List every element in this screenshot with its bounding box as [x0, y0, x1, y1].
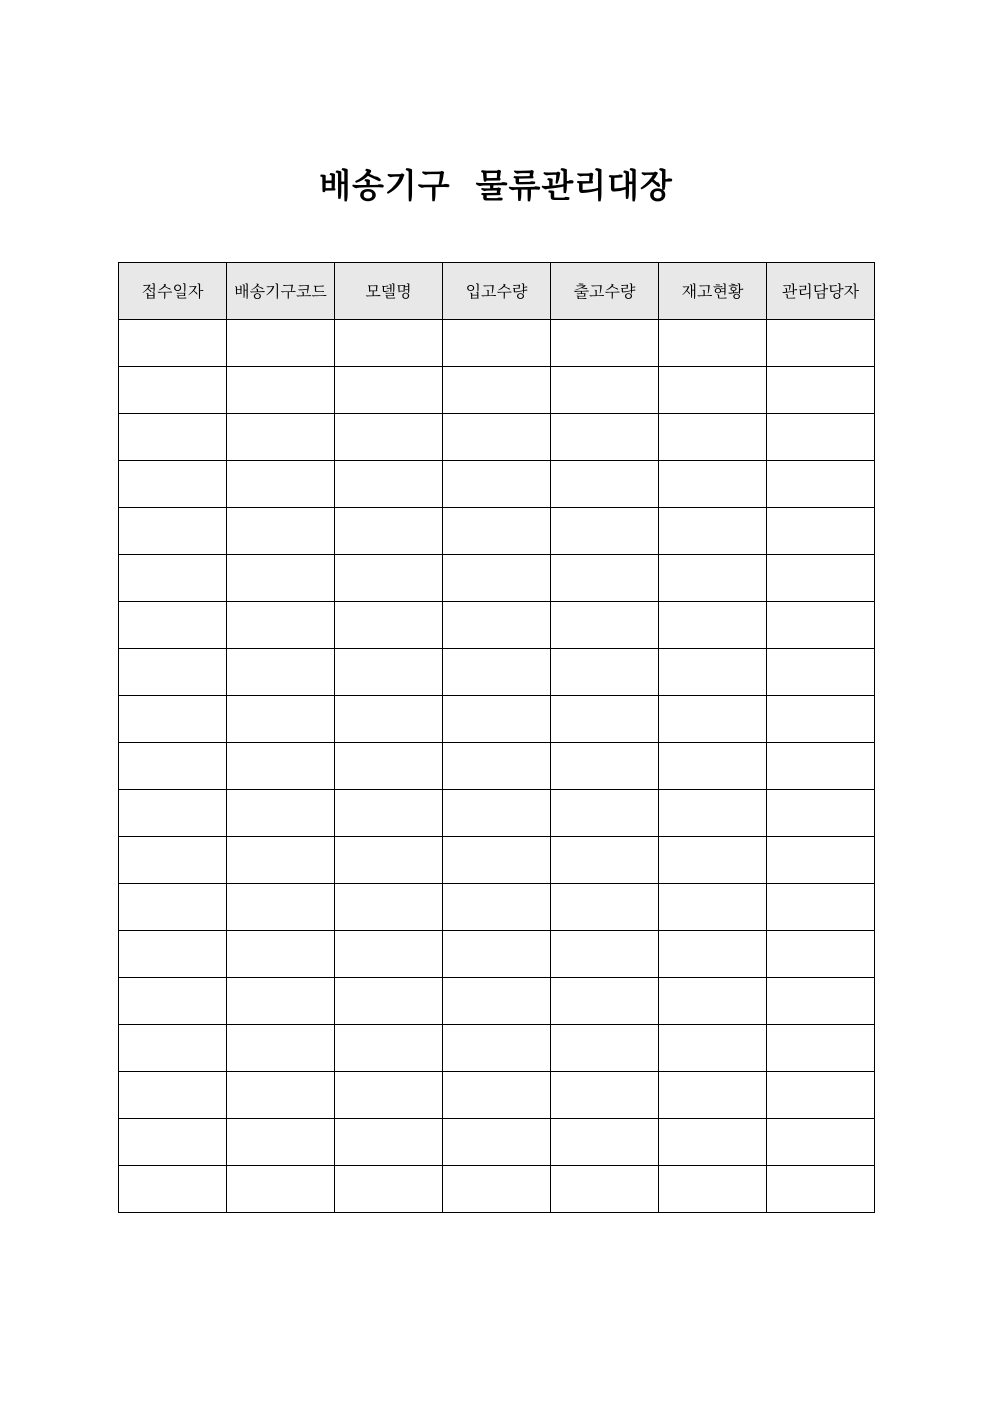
cell-inbound-quantity[interactable]: [443, 1119, 551, 1166]
cell-inbound-quantity[interactable]: [443, 884, 551, 931]
cell-outbound-quantity[interactable]: [551, 743, 659, 790]
cell-model-name[interactable]: [335, 649, 443, 696]
cell-stock-status[interactable]: [659, 602, 767, 649]
cell-manager[interactable]: [767, 414, 875, 461]
cell-inbound-quantity[interactable]: [443, 367, 551, 414]
table-row: [119, 1072, 875, 1119]
cell-manager[interactable]: [767, 1119, 875, 1166]
cell-outbound-quantity[interactable]: [551, 1119, 659, 1166]
cell-receipt-date[interactable]: [119, 743, 227, 790]
cell-manager[interactable]: [767, 837, 875, 884]
cell-receipt-date[interactable]: [119, 837, 227, 884]
cell-inbound-quantity[interactable]: [443, 743, 551, 790]
cell-manager[interactable]: [767, 320, 875, 367]
cell-delivery-tool-code[interactable]: [227, 602, 335, 649]
cell-inbound-quantity[interactable]: [443, 649, 551, 696]
cell-outbound-quantity[interactable]: [551, 884, 659, 931]
cell-receipt-date[interactable]: [119, 1119, 227, 1166]
cell-stock-status[interactable]: [659, 837, 767, 884]
table-row: [119, 837, 875, 884]
cell-outbound-quantity[interactable]: [551, 931, 659, 978]
cell-delivery-tool-code[interactable]: [227, 931, 335, 978]
cell-stock-status[interactable]: [659, 1166, 767, 1213]
cell-manager[interactable]: [767, 884, 875, 931]
cell-delivery-tool-code[interactable]: [227, 649, 335, 696]
cell-delivery-tool-code[interactable]: [227, 790, 335, 837]
cell-receipt-date[interactable]: [119, 555, 227, 602]
cell-delivery-tool-code[interactable]: [227, 367, 335, 414]
cell-outbound-quantity[interactable]: [551, 602, 659, 649]
cell-model-name[interactable]: [335, 743, 443, 790]
cell-stock-status[interactable]: [659, 649, 767, 696]
cell-outbound-quantity[interactable]: [551, 320, 659, 367]
cell-stock-status[interactable]: [659, 1119, 767, 1166]
cell-outbound-quantity[interactable]: [551, 649, 659, 696]
cell-manager[interactable]: [767, 461, 875, 508]
cell-model-name[interactable]: [335, 978, 443, 1025]
cell-manager[interactable]: [767, 1025, 875, 1072]
cell-delivery-tool-code[interactable]: [227, 461, 335, 508]
cell-model-name[interactable]: [335, 555, 443, 602]
table-row: [119, 743, 875, 790]
cell-delivery-tool-code[interactable]: [227, 1119, 335, 1166]
cell-inbound-quantity[interactable]: [443, 696, 551, 743]
cell-delivery-tool-code[interactable]: [227, 884, 335, 931]
column-header-model-name: 모델명: [335, 263, 443, 320]
ledger-table-body: [119, 320, 875, 1213]
cell-model-name[interactable]: [335, 696, 443, 743]
cell-model-name[interactable]: [335, 931, 443, 978]
cell-manager[interactable]: [767, 978, 875, 1025]
cell-stock-status[interactable]: [659, 884, 767, 931]
cell-outbound-quantity[interactable]: [551, 367, 659, 414]
ledger-table: [118, 262, 875, 1213]
ledger-table-header: [119, 263, 875, 320]
cell-model-name[interactable]: [335, 508, 443, 555]
cell-model-name[interactable]: [335, 367, 443, 414]
cell-receipt-date[interactable]: [119, 1025, 227, 1072]
cell-delivery-tool-code[interactable]: [227, 555, 335, 602]
document-title: 배송기구 물류관리대장: [319, 166, 673, 205]
cell-receipt-date[interactable]: [119, 414, 227, 461]
table-row: [119, 1025, 875, 1072]
cell-delivery-tool-code[interactable]: [227, 508, 335, 555]
table-row: [119, 884, 875, 931]
table-row: [119, 602, 875, 649]
column-header-stock-status: 재고현황: [659, 263, 767, 320]
table-row: [119, 555, 875, 602]
cell-outbound-quantity[interactable]: [551, 837, 659, 884]
header-row: [119, 263, 875, 320]
cell-manager[interactable]: [767, 1072, 875, 1119]
cell-inbound-quantity[interactable]: [443, 978, 551, 1025]
cell-outbound-quantity[interactable]: [551, 790, 659, 837]
cell-model-name[interactable]: [335, 1072, 443, 1119]
table-row: [119, 1166, 875, 1213]
cell-manager[interactable]: [767, 649, 875, 696]
cell-delivery-tool-code[interactable]: [227, 414, 335, 461]
cell-delivery-tool-code[interactable]: [227, 1072, 335, 1119]
cell-stock-status[interactable]: [659, 508, 767, 555]
cell-manager[interactable]: [767, 602, 875, 649]
table-row: [119, 320, 875, 367]
cell-receipt-date[interactable]: [119, 461, 227, 508]
cell-receipt-date[interactable]: [119, 367, 227, 414]
cell-inbound-quantity[interactable]: [443, 602, 551, 649]
cell-manager[interactable]: [767, 1166, 875, 1213]
cell-stock-status[interactable]: [659, 414, 767, 461]
column-header-receipt-date: 접수일자: [119, 263, 227, 320]
cell-inbound-quantity[interactable]: [443, 461, 551, 508]
cell-delivery-tool-code[interactable]: [227, 837, 335, 884]
cell-outbound-quantity[interactable]: [551, 978, 659, 1025]
cell-manager[interactable]: [767, 696, 875, 743]
cell-model-name[interactable]: [335, 414, 443, 461]
cell-model-name[interactable]: [335, 837, 443, 884]
table-row: [119, 649, 875, 696]
column-header-manager: 관리담당자: [767, 263, 875, 320]
cell-stock-status[interactable]: [659, 320, 767, 367]
table-row: [119, 978, 875, 1025]
cell-model-name[interactable]: [335, 461, 443, 508]
cell-outbound-quantity[interactable]: [551, 1025, 659, 1072]
cell-inbound-quantity[interactable]: [443, 790, 551, 837]
cell-outbound-quantity[interactable]: [551, 696, 659, 743]
cell-manager[interactable]: [767, 743, 875, 790]
cell-stock-status[interactable]: [659, 790, 767, 837]
cell-inbound-quantity[interactable]: [443, 555, 551, 602]
cell-delivery-tool-code[interactable]: [227, 1025, 335, 1072]
column-header-outbound-quantity: 출고수량: [551, 263, 659, 320]
cell-stock-status[interactable]: [659, 978, 767, 1025]
cell-manager[interactable]: [767, 931, 875, 978]
cell-receipt-date[interactable]: [119, 320, 227, 367]
cell-stock-status[interactable]: [659, 367, 767, 414]
table-row: [119, 508, 875, 555]
cell-receipt-date[interactable]: [119, 1166, 227, 1213]
cell-stock-status[interactable]: [659, 1025, 767, 1072]
cell-stock-status[interactable]: [659, 743, 767, 790]
cell-inbound-quantity[interactable]: [443, 1025, 551, 1072]
table-row: [119, 696, 875, 743]
table-row: [119, 931, 875, 978]
cell-inbound-quantity[interactable]: [443, 1072, 551, 1119]
table-row: [119, 367, 875, 414]
cell-inbound-quantity[interactable]: [443, 508, 551, 555]
cell-model-name[interactable]: [335, 1025, 443, 1072]
cell-outbound-quantity[interactable]: [551, 508, 659, 555]
cell-model-name[interactable]: [335, 884, 443, 931]
cell-inbound-quantity[interactable]: [443, 414, 551, 461]
cell-receipt-date[interactable]: [119, 884, 227, 931]
cell-delivery-tool-code[interactable]: [227, 978, 335, 1025]
cell-delivery-tool-code[interactable]: [227, 320, 335, 367]
cell-stock-status[interactable]: [659, 555, 767, 602]
cell-manager[interactable]: [767, 790, 875, 837]
cell-manager[interactable]: [767, 367, 875, 414]
cell-receipt-date[interactable]: [119, 790, 227, 837]
table-row: [119, 1119, 875, 1166]
cell-outbound-quantity[interactable]: [551, 461, 659, 508]
cell-delivery-tool-code[interactable]: [227, 696, 335, 743]
cell-receipt-date[interactable]: [119, 931, 227, 978]
table-row: [119, 414, 875, 461]
cell-receipt-date[interactable]: [119, 696, 227, 743]
cell-model-name[interactable]: [335, 320, 443, 367]
cell-outbound-quantity[interactable]: [551, 555, 659, 602]
column-header-delivery-tool-code: 배송기구코드: [227, 263, 335, 320]
cell-model-name[interactable]: [335, 1166, 443, 1213]
cell-receipt-date[interactable]: [119, 978, 227, 1025]
cell-model-name[interactable]: [335, 1119, 443, 1166]
cell-stock-status[interactable]: [659, 696, 767, 743]
cell-stock-status[interactable]: [659, 461, 767, 508]
table-row: [119, 461, 875, 508]
table-row: [119, 790, 875, 837]
cell-delivery-tool-code[interactable]: [227, 1166, 335, 1213]
cell-outbound-quantity[interactable]: [551, 1166, 659, 1213]
cell-receipt-date[interactable]: [119, 508, 227, 555]
cell-stock-status[interactable]: [659, 931, 767, 978]
cell-inbound-quantity[interactable]: [443, 320, 551, 367]
cell-receipt-date[interactable]: [119, 649, 227, 696]
cell-receipt-date[interactable]: [119, 602, 227, 649]
cell-delivery-tool-code[interactable]: [227, 743, 335, 790]
cell-outbound-quantity[interactable]: [551, 1072, 659, 1119]
cell-receipt-date[interactable]: [119, 1072, 227, 1119]
cell-manager[interactable]: [767, 555, 875, 602]
cell-model-name[interactable]: [335, 602, 443, 649]
cell-manager[interactable]: [767, 508, 875, 555]
cell-inbound-quantity[interactable]: [443, 837, 551, 884]
cell-inbound-quantity[interactable]: [443, 1166, 551, 1213]
cell-outbound-quantity[interactable]: [551, 414, 659, 461]
column-header-inbound-quantity: 입고수량: [443, 263, 551, 320]
cell-inbound-quantity[interactable]: [443, 931, 551, 978]
cell-model-name[interactable]: [335, 790, 443, 837]
cell-stock-status[interactable]: [659, 1072, 767, 1119]
